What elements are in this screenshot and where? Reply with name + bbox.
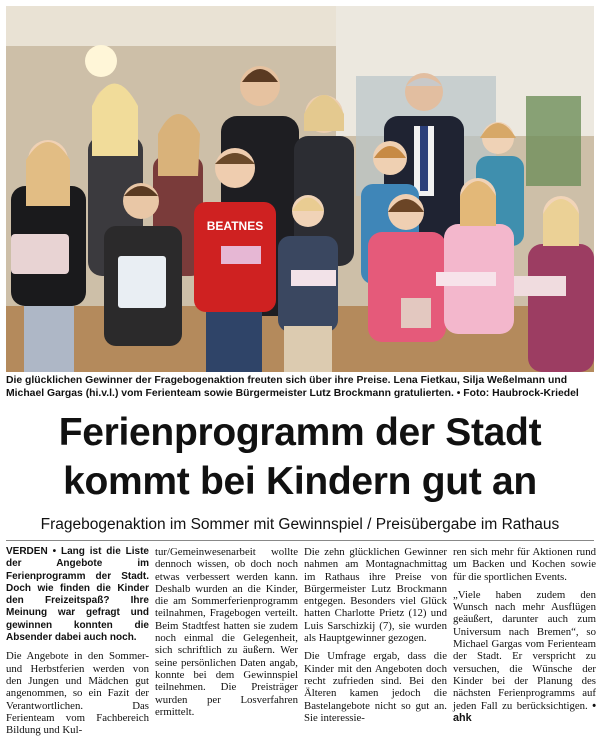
body-column-4 xyxy=(453,546,596,730)
photo-caption: Die glücklichen Gewinner der Fragebogenaktion freuten sich über ihre Preise. Lena Fietkau, Silja Weßelmann und Michael Gargas (hi.v.l.) vom Ferienteam sowie Bürgermeister Lutz Brockmann gratulierten. • Foto: Haubrock-Kriedel xyxy=(6,375,579,399)
body-paragraph: ren sich mehr für Aktionen rund um Backen und Kochen sowie für die sportlichen Events. xyxy=(453,546,596,583)
headline-line-1: Ferienprogramm der Stadt xyxy=(58,411,542,454)
body-column-3 xyxy=(304,546,447,730)
body-paragraph: tur/Gemeinwesenarbeit wollte dennoch wissen, ob doch noch etwas verbessert werden kann. Deshalb wurden an die Kinder, die am Sommerferienprogramm teilnahmen, Fragebogen verteilt. Beim Stadtfest hatten sie zudem noch einmal die Gelegenheit, sich schriftlich zu äußern. Wer seine persönlichen Daten angab, konnte bei dem Gewinnspiel teilnehmen. Die Preisträger wurden per Losverfahren ermittelt. xyxy=(155,546,298,718)
author-signature: • ahk xyxy=(453,699,596,724)
body-paragraph: Die Angebote in den Sommer- und Herbstferien werden von den Jungen und Mädchen gut angenommen, so ein Fazit der Verantwortlichen. Das Ferienteam vom Fachbereich Bildung und Kul- xyxy=(6,650,149,736)
article-body xyxy=(6,546,596,736)
article-photo xyxy=(6,6,594,372)
article-headline xyxy=(0,408,600,506)
body-column-2 xyxy=(155,546,298,730)
body-paragraph: Die Umfrage ergab, dass die Kinder mit den Angeboten doch recht zufrieden sind. Bei den Älteren kamen jedoch die Bastelangebote nicht so gut an. Sie interessie- xyxy=(304,650,447,724)
shirt-print-text: BEATNES xyxy=(206,219,264,233)
divider xyxy=(6,540,594,541)
body-paragraph: Die zehn glücklichen Gewinner nahmen am Montagnachmittag im Rathaus ihre Preise von Bürgermeister Lutz Brockmann entgegen. Besonders viel Glück hatten Charlotte Prietz (12) und Luis Sarschizkij (7), sie wurden als Hauptgewinner gezogen. xyxy=(304,546,447,645)
article-lead: VERDEN • Lang ist die Liste der Angebote im Ferienprogramm der Stadt. Doch wie finden die Kinder den Freizeitspaß? Ihre Meinung war gefragt und gewinnen konnten die Absender dabei auch noch. xyxy=(6,546,149,644)
body-column-1 xyxy=(6,546,149,736)
group-photo-illustration xyxy=(6,6,594,372)
quote-paragraph: „Viele haben zudem den Wunsch nach mehr Ausflügen geäußert, darunter auch zum Universum nach Bremen“, so Michael Gargas vom Ferienteam der Stadt. Er verspricht zu versuchen, die Wünsche der Kinder bei der Planung des nächsten Ferienprogramms auf jeden Fall zu berücksichtigen. xyxy=(453,588,596,712)
body-paragraph xyxy=(453,589,596,724)
article-subheadline: Fragebogenaktion im Sommer mit Gewinnspiel / Preisübergabe im Rathaus xyxy=(40,516,560,533)
headline-line-2: kommt bei Kindern gut an xyxy=(63,460,537,503)
